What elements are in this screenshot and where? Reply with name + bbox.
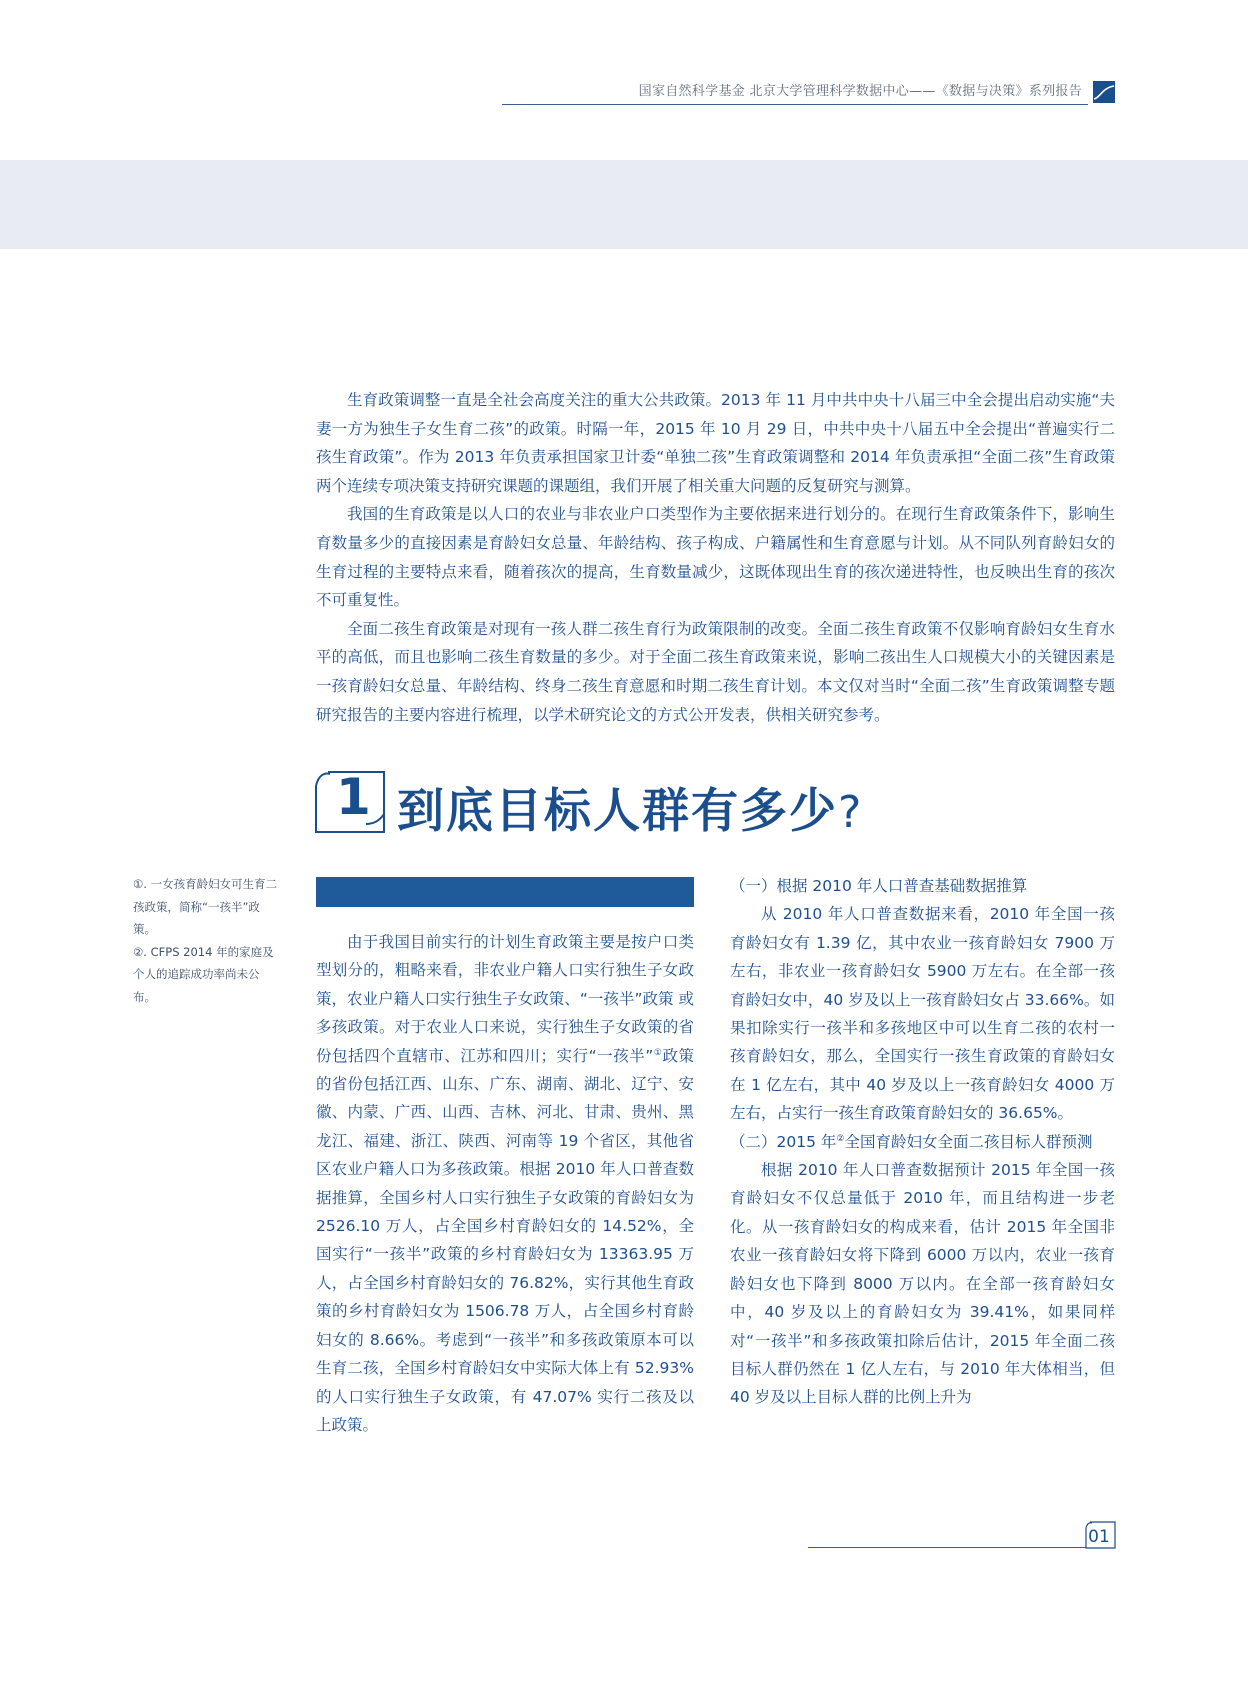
left-text-part-b: 政策的省份包括江西、山东、广东、湖南、湖北、辽宁、安徽、内蒙、广西、山西、吉林、河北、甘肃、贵州、黑龙江、福建、浙江、陕西、河南等 19 个省区，其他省区农业户籍人口为多孩政策。根据 2010 年人口普查数据推算，全国乡村人口实行独生子女政策的育龄妇女为 2526.10 万人，占全国乡村育龄妇女的 14.52%，全国实行“一孩半”政策的乡村育龄妇女为 13363.95 万人，占全国乡村育龄妇女的 76.82%，实行其他生育政策的乡村育龄妇女为 1506.78 万人，占全国乡村育龄妇女的 8.66%。考虑到“一孩半”和多孩政策原本可以生育二孩，全国乡村育龄妇女中实际大体上有 52.93% 的人口实行独生子女政策，有 47.07% 实行二孩及以上政策。 bbox=[316, 1046, 694, 1434]
side-notes bbox=[133, 873, 279, 1008]
left-column-paragraph bbox=[316, 928, 694, 1439]
subheading-2-part-b: 全国育龄妇女全面二孩目标人群预测 bbox=[844, 1132, 1093, 1151]
page-number: 01 bbox=[1088, 1527, 1110, 1547]
footnote-ref-1: ① bbox=[653, 1047, 663, 1058]
section-title bbox=[397, 774, 863, 841]
header-corner-icon bbox=[1092, 80, 1116, 104]
footnote-1: ①. 一女孩育龄妇女可生育二孩政策，简称“一孩半”政策。 bbox=[133, 877, 278, 936]
left-column bbox=[316, 928, 694, 1439]
section-title-text: 到底目标人群有多少 bbox=[397, 784, 838, 839]
footnote-ref-2: ② bbox=[836, 1133, 845, 1144]
intro-paragraph: 生育政策调整一直是全社会高度关注的重大公共政策。2013 年 11 月中共中央十八届三中全会提出启动实施“夫妻一方为独生子女生育二孩”的政策。时隔一年，2015 年 10 月 29 日，中共中央十八届五中全会提出“普遍实行二孩生育政策”。作为 2013 年负责承担国家卫计委“单独二孩”生育政策调整和 2014 年负责承担“全面二孩”生育政策两个连续专项决策支持研究课题的课题组，我们开展了相关重大问题的反复研究与测算。 bbox=[316, 391, 1115, 495]
left-text-part-a: 由于我国目前实行的计划生育政策主要是按户口类型划分的，粗略来看，非农业户籍人口实行独生子女政策，农业户籍人口实行独生子女政策、“一孩半”政策 或多孩政策。对于农业人口来说，实行独生子女政策的省份包括四个直辖市、江苏和四川；实行“一孩半” bbox=[316, 933, 694, 1065]
footer-rule bbox=[808, 1547, 1086, 1548]
intro-paragraph: 我国的生育政策是以人口的农业与非农业户口类型作为主要依据来进行划分的。在现行生育政策条件下，影响生育数量多少的直接因素是育龄妇女总量、年龄结构、孩子构成、户籍属性和生育意愿与计划。从不同队列育龄妇女的生育过程的主要特点来看，随着孩次的提高，生育数量减少，这既体现出生育的孩次递进特性，也反映出生育的孩次不可重复性。 bbox=[316, 505, 1115, 610]
right-column-paragraph: 从 2010 年人口普查数据来看，2010 年全国一孩育龄妇女有 1.39 亿，其中农业一孩育龄妇女 7900 万左右，非农业一孩育龄妇女 5900 万左右。在全部一孩育龄妇女中，40 岁及以上一孩育龄妇女占 33.66%。如果扣除实行一孩半和多孩地区中可以生育二孩的农村一孩育龄妇女，那么，全国实行一孩生育政策的育龄妇女在 1 亿左右，其中 40 岁及以上一孩育龄妇女 4000 万左右，占实行一孩生育政策育龄妇女的 36.65%。 bbox=[730, 905, 1115, 1123]
header-rule bbox=[502, 104, 1088, 105]
header-text: 国家自然科学基金 北京大学管理科学数据中心——《数据与决策》系列报告 bbox=[638, 84, 1082, 99]
intro-text bbox=[316, 386, 1115, 729]
right-column bbox=[730, 872, 1115, 1412]
subheading-1: （一）根据 2010 年人口普查基础数据推算 bbox=[730, 877, 1028, 895]
footnote-2: ②. CFPS 2014 年的家庭及个人的追踪成功率尚未公布。 bbox=[133, 944, 274, 1004]
subheading-2 bbox=[730, 1128, 1115, 1156]
section-title-question-mark: ? bbox=[838, 787, 864, 838]
title-banner bbox=[0, 160, 1248, 249]
intro-paragraph: 全面二孩生育政策是对现有一孩人群二孩生育行为政策限制的改变。全面二孩生育政策不仅影响育龄妇女生育水平的高低，而且也影响二孩生育数量的多少。对于全面二孩生育政策来说，影响二孩出生人口规模大小的关键因素是一孩育龄妇女总量、年龄结构、终身二孩生育意愿和时期二孩生育计划。本文仅对当时“全面二孩”生育政策调整专题研究报告的主要内容进行梳理，以学术研究论文的方式公开发表，供相关研究参考。 bbox=[316, 619, 1115, 724]
right-column-paragraph: 根据 2010 年人口普查数据预计 2015 年全国一孩育龄妇女不仅总量低于 2010 年，而且结构进一步老化。从一孩育龄妇女的构成来看，估计 2015 年全国非农业一孩育龄妇女将下降到 6000 万以内，农业一孩育龄妇女也下降到 8000 万以内。在全部一孩育龄妇女中，40 岁及以上的育龄妇女为 39.41%，如果同样对“一孩半”和多孩政策扣除后估计，2015 年全面二孩目标人群仍然在 1 亿人左右，与 2010 年大体相当，但 40 岁及以上目标人群的比例上升为 bbox=[730, 1161, 1115, 1407]
section-heading bbox=[314, 766, 934, 838]
column-header-bar bbox=[316, 877, 694, 907]
section-number: 1 bbox=[336, 768, 371, 826]
subheading-2-part-a: （二）2015 年 bbox=[730, 1132, 837, 1151]
